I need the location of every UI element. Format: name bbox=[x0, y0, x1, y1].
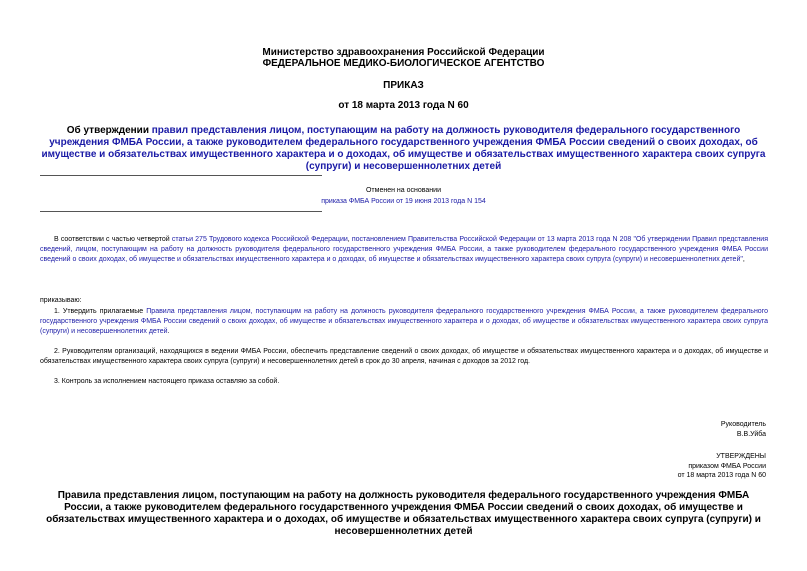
title-link[interactable]: правил представления лицом, поступающим на работу на должность руководителя федерального государственного учреждения ФМБА России, а также руководителем федерального государственного учреждения ФМБА России сведений о своих доходах, об имуществе и обязательствах имущественного характера и о доходах, об имуществе и обязательствах имущественного характера своих супруга (супруги) и несовершеннолетних детей bbox=[41, 125, 766, 172]
approval-block bbox=[678, 452, 766, 481]
status-line: Отменен на основании bbox=[365, 187, 441, 194]
divider-bottom bbox=[40, 211, 322, 212]
document-date-number: от 18 марта 2013 года N 60 bbox=[338, 100, 469, 111]
rules-title: Правила представления лицом, поступающим на работу на должность руководителя федерального государственного учреждения ФМБА России, а также руководителем федерального государственного учреждения ФМБА России сведений о своих доходах, об имуществе и обязательствах имущественного характера и о доходах, об имуществе и обязательствах имущественного характера своих супруга (супруги) и несовершеннолетних детей bbox=[46, 490, 761, 537]
document-title bbox=[40, 125, 767, 173]
order-word: приказываю: bbox=[40, 297, 82, 304]
labor-code-link[interactable]: статьи 275 Трудового кодекса Российской Федерации bbox=[171, 236, 348, 243]
item-3: 3. Контроль за исполнением настоящего приказа оставляю за собой. bbox=[54, 378, 280, 385]
government-decree-link[interactable]: постановлением Правительства Российской Федерации от 13 марта 2013 года N 208 "Об утверждении Правил представления сведений, лицом, поступающим на работу на должность руководителя федерального государственного учреждения ФМБА России, а также руководителем федерального государственного учреждения ФМБА России сведений о своих доходах, об имуществе и обязательствах имущественного характера и о доходах, об имуществе и обязательствах имущественного характера своих супруга (супруги) и несовершеннолетних детей" bbox=[40, 236, 768, 264]
signature-role: Руководитель bbox=[720, 421, 766, 428]
item-2: 2. Руководителям организаций, находящихся в ведении ФМБА России, обеспечить представление сведений о своих доходах, об имуществе и обязательствах имущественного характера и о доходах, об имуществе и обязательствах имущественного характера своих супруга (супруги) и несовершеннолетних детей в срок до 30 апреля, начиная с доходов за 2012 год. bbox=[40, 348, 768, 366]
approval-line-2: приказом ФМБА России bbox=[688, 462, 766, 470]
signature-block bbox=[721, 420, 766, 439]
preamble-paragraph bbox=[40, 235, 768, 266]
ministry-name: Министерство здравоохранения Российской Федерации bbox=[262, 47, 545, 58]
status-note bbox=[0, 186, 807, 206]
rules-link[interactable]: Правила представления лицом, поступающим на работу на должность руководителя федерального государственного учреждения ФМБА России, а также руководителем федерального государственного учреждения ФМБА России сведений о своих доходах, об имуществе и обязательствах имущественного характера и о доходах, об имуществе и обязательствах имущественного характера своих супруга (супруги) и несовершеннолетних детей bbox=[40, 308, 768, 336]
item-1-end: . bbox=[167, 328, 170, 336]
cancel-order-link[interactable]: приказа ФМБА России от 19 июня 2013 года N 154 bbox=[321, 198, 486, 205]
approval-line-1: УТВЕРЖДЕНЫ bbox=[716, 453, 766, 460]
preamble-end: , bbox=[742, 256, 745, 264]
agency-name: ФЕДЕРАЛЬНОЕ МЕДИКО-БИОЛОГИЧЕСКОЕ АГЕНТСТВО bbox=[262, 58, 545, 69]
item-1-prefix: 1. Утвердить прилагаемые bbox=[54, 308, 147, 315]
title-prefix: Об утверждении bbox=[66, 125, 152, 136]
preamble-sep: , bbox=[347, 236, 352, 243]
signature-name: В.В.Уйба bbox=[736, 430, 766, 438]
preamble-text: В соответствии с частью четвертой bbox=[54, 236, 172, 243]
document-type: ПРИКАЗ bbox=[383, 80, 424, 91]
item-1 bbox=[40, 307, 768, 338]
divider-top bbox=[40, 175, 322, 176]
approval-line-3: от 18 марта 2013 года N 60 bbox=[677, 472, 766, 479]
